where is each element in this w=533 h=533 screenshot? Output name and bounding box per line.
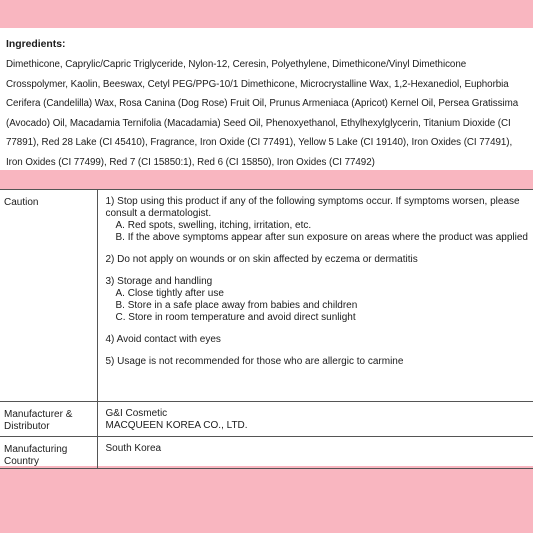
distributor-name: MACQUEEN KOREA CO., LTD. bbox=[105, 420, 248, 431]
caution-item bbox=[106, 254, 533, 266]
caution-content bbox=[97, 190, 533, 402]
product-info-table bbox=[0, 189, 533, 469]
caution-item-text: 5) Usage is not recommended for those who are allergic to carmine bbox=[105, 356, 404, 367]
caution-label: Caution bbox=[0, 190, 97, 402]
caution-list bbox=[106, 196, 533, 368]
caution-item-text: 3) Storage and handling bbox=[105, 276, 213, 287]
caution-sub-item: A. Red spots, swelling, itching, irritation, etc. bbox=[115, 220, 312, 231]
country-label: Manufacturing Country bbox=[0, 437, 97, 469]
caution-item bbox=[106, 334, 533, 346]
caution-sub-item: B. If the above symptoms appear after sun exposure on areas where the product was applied bbox=[115, 232, 528, 243]
caution-item bbox=[106, 356, 533, 368]
country-value: South Korea bbox=[97, 437, 533, 469]
caution-item-text: 1) Stop using this product if any of the following symptoms occur. If symptoms worsen, please consult a dermatologist. bbox=[105, 196, 520, 219]
caution-sub-item: B. Store in a safe place away from babies and children bbox=[115, 300, 358, 311]
manufacturer-label: Manufacturer & Distributor bbox=[0, 402, 97, 437]
caution-item bbox=[106, 276, 533, 324]
caution-item-text: 2) Do not apply on wounds or on skin affected by eczema or dermatitis bbox=[105, 254, 418, 265]
manufacturer-row bbox=[0, 402, 533, 437]
caution-item-text: 4) Avoid contact with eyes bbox=[105, 334, 221, 345]
ingredients-panel bbox=[0, 28, 533, 170]
ingredients-text: Dimethicone, Caprylic/Capric Triglyceride, Nylon-12, Ceresin, Polyethylene, Dimethicone/Vinyl Dimethicone Crosspolymer, Kaolin, Beeswax, Cetyl PEG/PPG-10/1 Dimethicone, Microcrystalline Wax, 1,2-Hexanediol, Euphorbia Cerifera (Candelilla) Wax, Rosa Canina (Dog Rose) Fruit Oil, Prunus Armeniaca (Apricot) Kernel Oil, Persea Gratissima (Avocado) Oil, Macadamia Ternifolia (Macadamia) Seed Oil, Phenoxyethanol, Ethylhexylglycerin, Titanium Dioxide (CI 77891), Red 28 Lake (CI 45410), Fragrance, Iron Oxide (CI 77491), Yellow 5 Lake (CI 19140), Iron Oxides (CI 77491), Iron Oxides (CI 77499), Red 7 (CI 15850:1), Red 6 (CI 15850), Iron Oxides (CI 77492) bbox=[6, 59, 519, 168]
caution-sub-list bbox=[106, 288, 533, 324]
manufacturer-content bbox=[97, 402, 533, 437]
caution-sub-item: A. Close tightly after use bbox=[115, 288, 224, 299]
manufacturer-name: G&I Cosmetic bbox=[105, 408, 168, 419]
caution-item bbox=[106, 196, 533, 244]
country-row bbox=[0, 437, 533, 469]
caution-sub-list bbox=[106, 220, 533, 244]
caution-row bbox=[0, 190, 533, 402]
caution-sub-item: C. Store in room temperature and avoid direct sunlight bbox=[115, 312, 356, 323]
ingredients-heading: Ingredients: bbox=[6, 39, 66, 50]
product-info-panel bbox=[0, 189, 533, 466]
